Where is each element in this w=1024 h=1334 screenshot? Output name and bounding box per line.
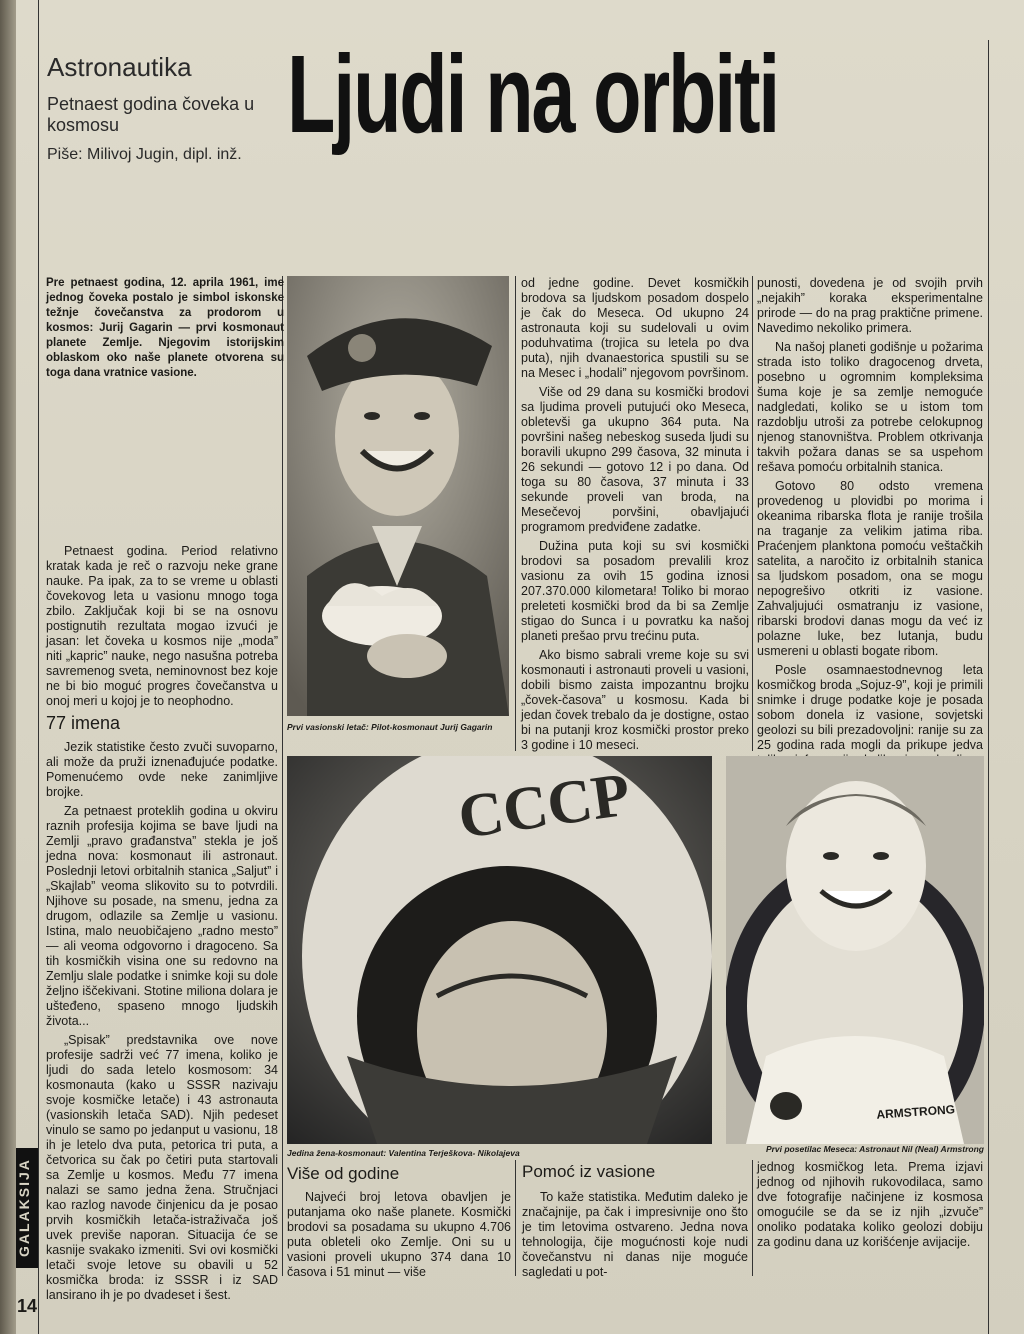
paragraph: od jedne godine. Devet kosmičkih brodova sa ljudskom posadom dospelo je čak do Meseca. Od ukupno 24 astronauta koji su sudelovali u ovim poduhvatima (trojica su letela po dva puta), njih dvanaestorica spustili su se na Mesec i „hodali” njegovom površinom.: [521, 276, 749, 380]
magazine-logo: GALAKSIJA: [16, 1148, 38, 1268]
gagarin-caption: Prvi vasionski letač: Pilot-kosmonaut Jurij Gagarin: [287, 722, 493, 732]
paragraph: To kaže statistika. Međutim daleko je značajnije, pa čak i impresivnije ono što je tim letovima ostvareno. Jedna nova tehnologija, čije mogućnosti koje nudi čovečanstvu ni danas nije moguće sagledati u pot-: [522, 1190, 748, 1279]
page-binding: [0, 0, 16, 1334]
column-rule-bottom-3: [752, 1160, 753, 1276]
article-subtitle: Petnaest godina čoveka u kosmosu: [47, 94, 255, 135]
armstrong-portrait-image: [726, 756, 984, 1144]
paragraph: Za petnaest proteklih godina u okviru raznih profesija kojima se bave ljudi na Zemlji „pravo građanstva” stekla je još jedna nova: kosmonaut ili astronaut. Poslednji letovi orbitalnih stanica „Saljut” i „Skajlab” veoma slikovito su to potvrdili. Njihove su posade, na smenu, jedna za drugom, odlazile sa Zemlje u vasionu. Istina, malo neuobičajeno „radno mesto” — ali veoma odgovorno i dragoceno. Sa tih kosmičkih visina one su redovno na Zemlju slale podatke i snimke koji su dole željno iščekivani. Stotine miliona dolara je ušteđeno, spaseno mnogo ljudskih života...: [46, 804, 278, 1028]
paragraph: Posle osamnaestodnevnog leta kosmičkog broda „Sojuz-9”, koji je primili snimke i druge podatke koje je posada sobom donela iz vasione, sovjetski geolozi su bili prezadovoljni: ranije su za 25 godina rada mogli da prikupe jedva: [757, 663, 983, 752]
right-margin-rule: [988, 40, 989, 1334]
column-rule-2: [515, 276, 516, 751]
paragraph: „Spisak” predstavnika ove nove profesije sadrži već 77 imena, koliko je ljudi do sada letelo kosmosom: 34 kosmonauta (kako u SSSR nazivaju svoje kosmičke letače) i 43 astronauta (vasionskih letača SAD). Njih pedeset vinulo se samo po jedanput u vasionu, 18 ih je letelo dva puta, petorica tri puta, a četvorica su čak po četiri puta startovali sa Zemlje u kosmos. Među 77 imena nalazi se samo jedna žena. Stručnjaci kao razlog navode činjenicu da je posao prvih kosmičkih letača-istraživača još uvek previše naporan. Situacija će se kasnije svakako izmeniti. Svi ovi kosmički letači svoje letove su obavili u 52 kosmička broda: iz SSSR i iz SAD lansirano ih je po dvadeset i šest.: [46, 1033, 278, 1302]
armstrong-photo: [726, 756, 984, 1144]
armstrong-name-tag: ARMSTRONG: [875, 1102, 956, 1122]
paragraph: Petnaest godina. Period relativno kratak kada je reč o razvoju neke grane nauke. Pa ipak, za to se vreme u oblasti čovekovog leta u vasionu mnogo toga zbilo. Zaključak koji bi se na osnovu postignutih rezultata mogao izvući je jasan: let čoveka u kosmos nije „moda” niti „kapric” nauke, nego nasušna potreba savremenog sveta, neminovnost bez koje ne bi bio moguć progres čovečanstva u onoj meri u kojoj je to neophodno.: [46, 544, 278, 708]
subheading-vise-od-godine: Više od godine: [287, 1164, 400, 1183]
page-number: 14: [16, 1296, 38, 1316]
left-margin-rule: [38, 0, 39, 1334]
text-column-bottom-2: [287, 1190, 511, 1280]
column-rule-3: [752, 276, 753, 751]
paragraph: Dužina puta koji su svi kosmički brodovi sa posadom prevalili kroz vasionu za ovih 15 godina iznosi 207.370.000 kilometara! Toliko bi morao preleteti kosmički brod da bi sa Zemlje stigao do Sunca i u povratku ka našoj planeti prešao prvu trećinu puta.: [521, 539, 749, 643]
column-rule-bottom-2: [515, 1160, 516, 1276]
paragraph: Gotovo 80 odsto vremena provedenog u plovidbi po morima i okeanima ribarska flota je ranije trošila na traganje za velikim jatima riba. Praćenjem planktona pomoću veštačkih satelita, a naročito iz orbitalnih stanica sa ljudskom posadom, ona se mogu nepogrešivo otkriti iz vasione. Zahvaljujući osmatranju iz vasione, ribarski brodovi danas mogu da već iz polazne luke, bez lutanja, budu usmereni u oblasti bogate ribom.: [757, 479, 983, 658]
article-lead: Pre petnaest godina, 12. aprila 1961, ime jednog čoveka postalo je simbol iskonske težnje čovečanstva za prodorom u kosmos: Jurij Gagarin — prvi kosmonaut planete Zemlje. Njegovim istorijskim oblaskom oko naše planete otvorena su toga dana vratnice vasione.: [46, 277, 284, 379]
paragraph: Na našoj planeti godišnje u požarima strada isto toliko dragocenog drveta, posebno u ogromnim kompleksima šuma koje je sa zemlje nemoguće nadgledati, koliko se u istom tom razdoblju utroši za potrebe celokupnog njenog stanovništva. Problem otkrivanja takvih požara danas se sa uspehom rešava pomoću orbitalnih stanica.: [757, 340, 983, 474]
paragraph: Najveći broj letova obavljen je putanjama oko naše planete. Kosmički brodovi sa posadama su ukupno 4.706 puta obleteli oko Zemlje. Oni su u vasioni proveli ukupno 374 dana 10 časova i 51 minut — više: [287, 1190, 511, 1279]
helmet-lettering: CCCP: [454, 760, 635, 852]
gagarin-portrait-image: [287, 276, 509, 716]
column-rule-1: [282, 276, 283, 1276]
paragraph: Jezik statistike često zvuči suvoparno, ali može da pruži iznenađujuće podatke. Pomenućemo ovde neke zanimljive brojke.: [46, 740, 278, 799]
paragraph: punosti, dovedena je od svojih prvih „nejakih” koraka eksperimentalne prirode — do na prag praktične primene. Navedimo nekoliko primera.: [757, 276, 983, 335]
subheading-pomoc-iz-vasione: Pomoć iz vasione: [522, 1162, 656, 1181]
tereshkova-photo: [287, 756, 712, 1144]
tereshkova-caption: Jedina žena-kosmonaut: Valentina Terješkova- Nikolajeva: [287, 1148, 520, 1158]
article-author: Piše: Milivoj Jugin, dipl. inž.: [47, 146, 242, 163]
section-title: Astronautika: [47, 52, 192, 82]
subheading-77-imena: 77 imena: [46, 713, 121, 733]
text-column-bottom-4: [757, 1160, 983, 1250]
text-column-1: [46, 544, 278, 1303]
gagarin-photo: [287, 276, 509, 716]
text-column-4: [757, 276, 983, 783]
paragraph: Više od 29 dana su kosmički brodovi sa ljudima proveli putujući oko Meseca, obletevši ga ukupno 364 puta. Na površini našeg nebeskog suseda ljudi su boravili ukupno 299 časova, 32 minuta i 26 sekundi — gotovo 12 i po dana. Od toga su 80 časova, 37 minuta i 33 sekunde proveli van broda, na Mesečevoj porvšini, obavljajući programom predviđene zadatke.: [521, 385, 749, 534]
text-column-bottom-3: [522, 1190, 748, 1280]
article-headline: Ljudi na orbiti: [287, 33, 779, 156]
text-column-3: [521, 276, 749, 753]
armstrong-caption: Prvi posetilac Meseca: Astronaut Nil (Neal) Armstrong: [765, 1144, 984, 1154]
paragraph: Ako bismo sabrali vreme koje su svi kosmonauti i astronauti proveli u vasioni, dobili bismo zaista impozantnu brojku „čovek-časova” u kosmosu. Kada bi jedan čovek trebalo da je dostigne, ostao bi na putanji kroz kosmički prostor preko 3 godine i 10 meseci.: [521, 648, 749, 752]
paragraph: jednog kosmičkog leta. Prema izjavi jednog od njihovih rukovodilaca, samo dve fotografije načinjene iz kosmosa omogućile se da se iz njih „izvuče” onoliko podataka koliko geolozi dobiju za godinu dana uz korišćenje avijacije.: [757, 1160, 983, 1249]
tereshkova-portrait-image: [287, 756, 712, 1144]
